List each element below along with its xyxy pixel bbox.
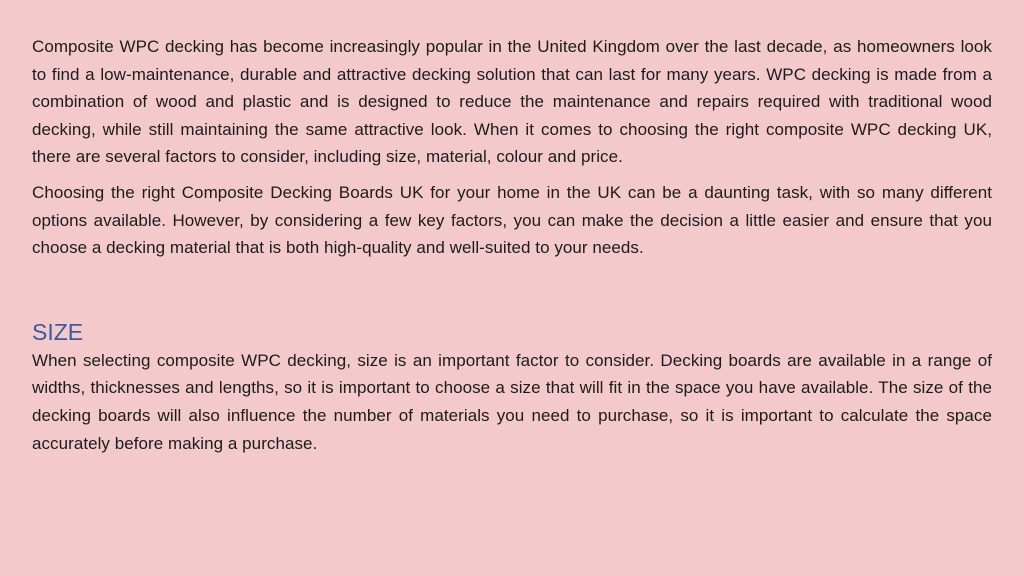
section-heading-size: SIZE [32, 318, 84, 345]
intro-paragraph: Composite WPC decking has become increasingly popular in the United Kingdom over the last decade, as homeowners look to find a low-maintenance, durable and attractive decking solution that can last for many years. WPC decking is made from a combination of wood and plastic and is designed to reduce the maintenance and repairs required with traditional wood decking, while still maintaining the same attractive look. When it comes to choosing the right composite WPC decking UK, there are several factors to consider, including size, material, colour and price. [32, 37, 992, 167]
size-paragraph: When selecting composite WPC decking, size is an important factor to consider. Decking boards are available in a range of widths, thicknesses and lengths, so it is important to choose a size that will fit in the space you have available. The size of the decking boards will also influence the number of materials you need to purchase, so it is important to calculate the space accurately before making a purchase. [32, 350, 992, 453]
choosing-paragraph: Choosing the right Composite Decking Boards UK for your home in the UK can be a daunting task, with so many different options available. However, by considering a few key factors, you can make the decision a little easier and ensure that you choose a decking material that is both high-quality and well-suited to your needs. [32, 182, 992, 258]
